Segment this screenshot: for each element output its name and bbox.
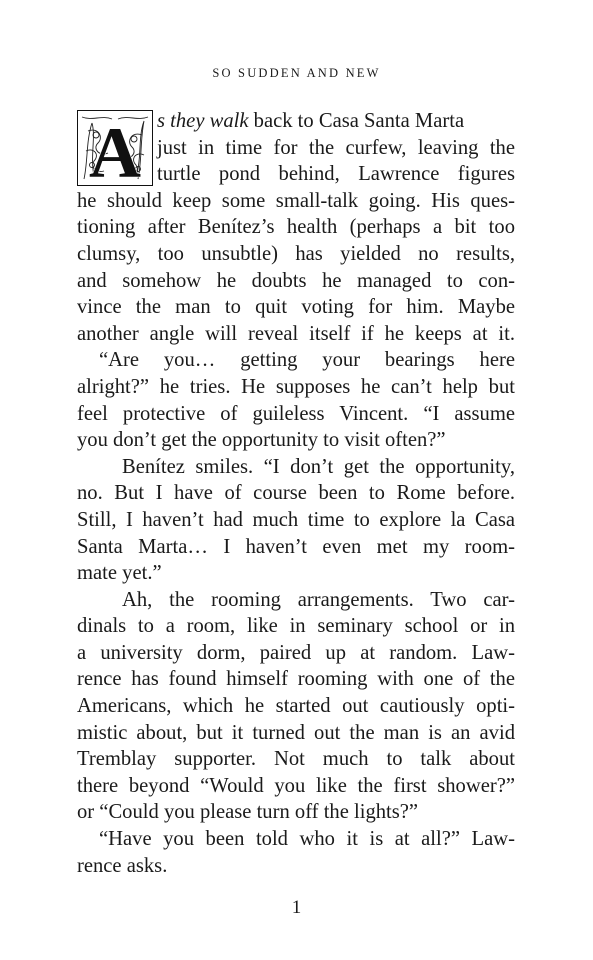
text-line: tioning after Benítez’s health (perhaps a bit too — [77, 216, 515, 239]
text-line: feel protective of guileless Vincent. “I assume — [77, 402, 515, 425]
text-line: Tremblay supporter. Not much to talk about — [77, 748, 515, 771]
italic-lead: s they walk — [157, 110, 249, 132]
page-number: 1 — [291, 897, 302, 918]
text-line: and somehow he doubts he managed to con- — [77, 269, 515, 292]
text-line: s they walk back to Casa Santa Marta — [157, 110, 465, 132]
text-line: “Have you been told who it is at all?” Law- — [99, 828, 515, 851]
text-line: clumsy, too unsubtle) has yielded no results, — [77, 242, 515, 265]
text-line: Still, I haven’t had much time to explore la Casa — [77, 508, 515, 531]
text-line: you don’t get the opportunity to visit often?” — [77, 429, 446, 452]
text-line: Ah, the rooming arrangements. Two car- — [122, 588, 515, 611]
text-line: turtle pond behind, Lawrence figures — [157, 163, 515, 186]
text-line: mate yet.” — [77, 562, 162, 585]
text-line: a university dorm, paired up at random. Law- — [77, 641, 515, 664]
text-line: Benítez smiles. “I don’t get the opportunity, — [122, 455, 515, 478]
text-line: there beyond “Would you like the first shower?” — [77, 774, 515, 797]
text-line: vince the man to quit voting for him. Maybe — [77, 296, 515, 319]
text-line: dinals to a room, like in seminary school or in — [77, 615, 515, 638]
dropcap-letter: A — [89, 113, 141, 186]
text-line: another angle will reveal itself if he keeps at it. — [77, 322, 515, 345]
text-line: “Are you… getting your bearings here — [99, 349, 515, 372]
text-line: or “Could you please turn off the lights?” — [77, 801, 419, 824]
text-line: Americans, which he started out cautiously opti- — [77, 695, 515, 718]
text-line: no. But I have of course been to Rome before. — [77, 482, 515, 505]
ornamental-dropcap — [77, 110, 153, 186]
text-line: mistic about, but it turned out the man is an avid — [77, 721, 515, 744]
text-line: rence asks. — [77, 854, 168, 877]
text-line: he should keep some small-talk going. His ques- — [77, 189, 515, 212]
text-line: just in time for the curfew, leaving the — [157, 136, 515, 159]
text-line: Santa Marta… I haven’t even met my room- — [77, 535, 515, 558]
text-line: rence has found himself rooming with one of the — [77, 668, 515, 691]
body-text — [77, 108, 515, 879]
running-header: SO SUDDEN AND NEW — [212, 66, 381, 80]
text-line: alright?” he tries. He supposes he can’t help but — [77, 375, 515, 398]
